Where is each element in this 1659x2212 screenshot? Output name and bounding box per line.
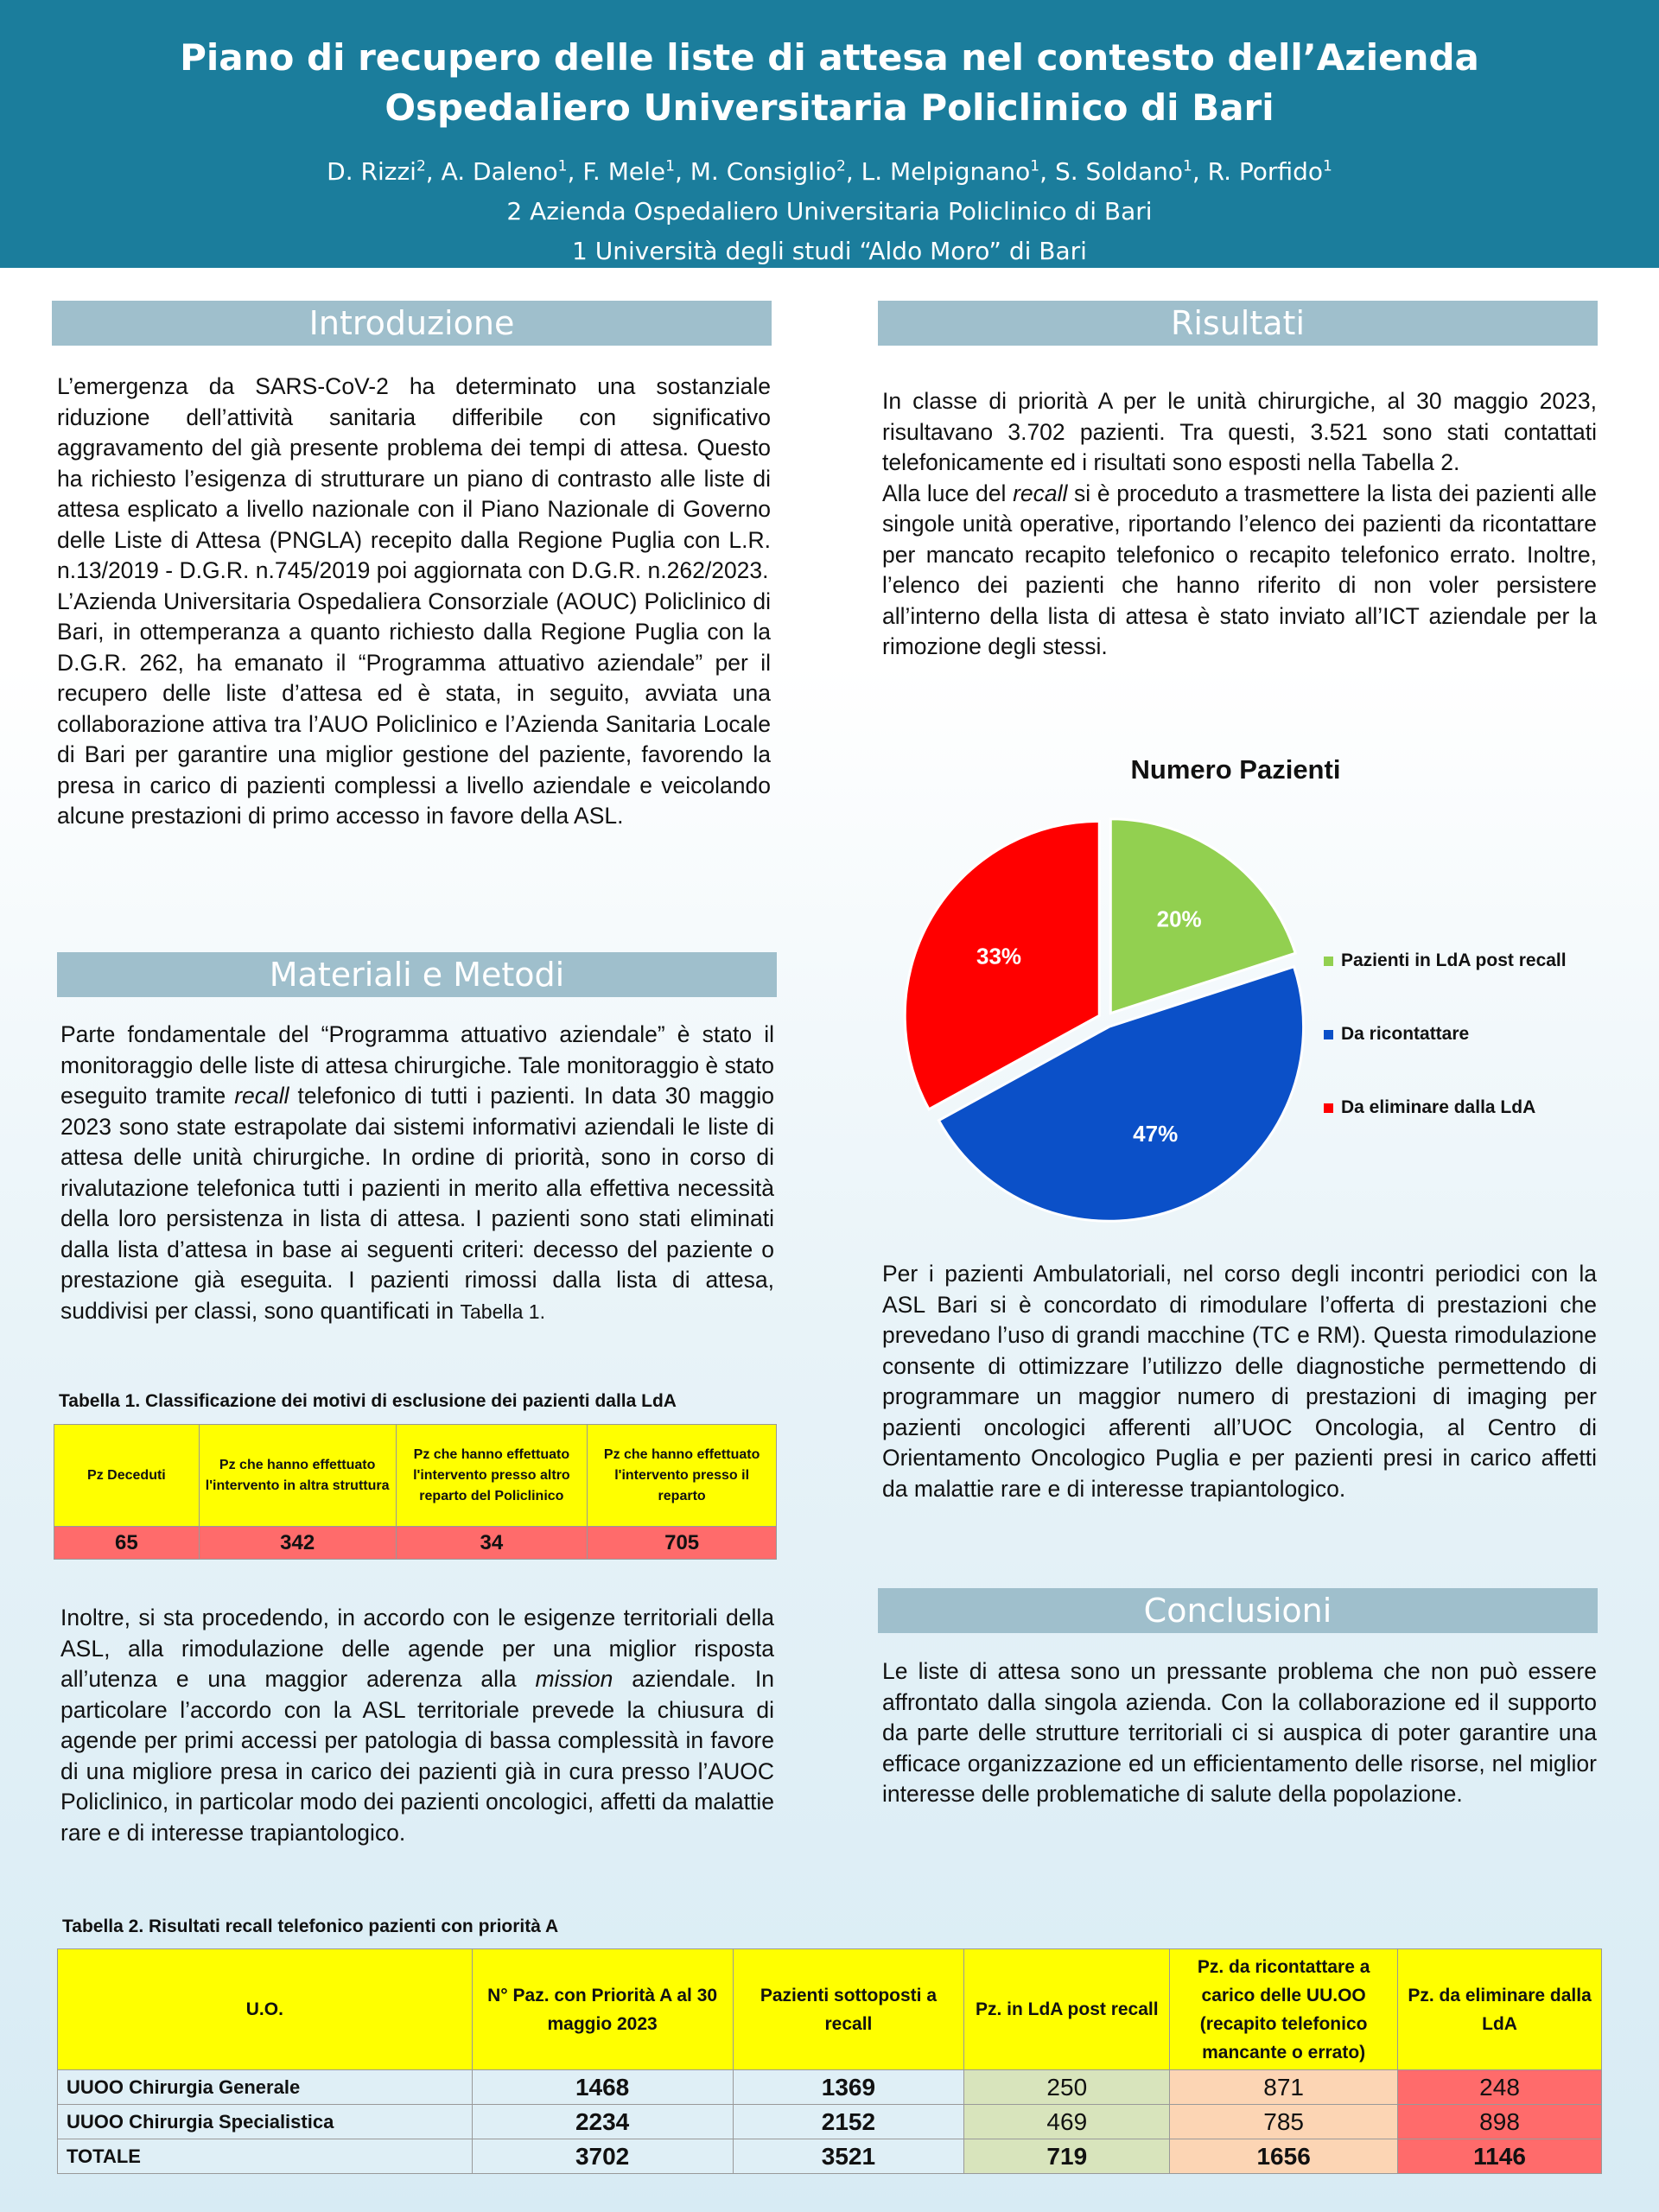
table-cell: 785 bbox=[1170, 2105, 1398, 2139]
tabella2-header-cell: Pz. da ricontattare a carico delle UU.OO (recapito telefonico mancante o errato) bbox=[1170, 1949, 1398, 2070]
table-cell: 1146 bbox=[1398, 2139, 1602, 2174]
tabella1-value-row bbox=[54, 1527, 777, 1560]
table-cell: 469 bbox=[964, 2105, 1170, 2139]
pie-chart bbox=[890, 743, 1633, 1227]
author-affiliation-index: 1 bbox=[1030, 158, 1040, 175]
conclusioni-text bbox=[882, 1656, 1597, 1810]
materiali-p1-table-ref: Tabella 1. bbox=[460, 1300, 545, 1323]
poster-title bbox=[0, 0, 1659, 133]
author-affiliation-index: 1 bbox=[557, 158, 568, 175]
author-name: L. Melpignano$^1$ bbox=[861, 157, 1040, 187]
author-affiliation-index: 1 bbox=[1322, 158, 1332, 175]
tabella1-value-cell: 65 bbox=[54, 1527, 200, 1560]
tabella1-value-cell: 705 bbox=[588, 1527, 777, 1560]
title-line-2: Ospedaliero Universitaria Policlinico di Bari bbox=[385, 86, 1274, 129]
materiali-p2-b: aziendale. In particolare l’accordo con la ASL territoriale prevede la chiusura di agende per primi accessi per patologia di bassa complessità in favore di una migliore presa in carico dei pazienti già in cura presso l’AUOC Policlinico, in particolar modo dei pazienti oncologici, affetti da malattie rare e di interesse trapiantologico. bbox=[60, 1666, 774, 1846]
legend-label: Da ricontattare bbox=[1341, 1024, 1470, 1044]
author-name: A. Daleno$^1$ bbox=[441, 157, 568, 187]
section-title-materiali: Materiali e Metodi bbox=[57, 952, 777, 997]
tabella1-header-cell: Pz Deceduti bbox=[54, 1425, 200, 1527]
risultati-paragraph-1: In classe di priorità A per le unità chirurgiche, al 30 maggio 2023, risultavano 3.702 pazienti. Tra questi, 3.521 sono stati contattati telefonicamente ed i risultati sono esposti nella Tabella 2. bbox=[882, 388, 1597, 475]
conclusioni-paragraph-1: Le liste di attesa sono un pressante problema che non può essere affrontato dalla singola azienda. Con la collaborazione ed il supporto da parte delle strutture territoriali ci si auspica di poter garantire una efficace organizzazione ed un efficientamento delle risorse, nel miglior interesse delle problematiche di salute della popolazione. bbox=[882, 1658, 1597, 1807]
risultati-p2-em: recall bbox=[1013, 480, 1068, 506]
table-cell: 2234 bbox=[472, 2105, 733, 2139]
pie-data-label: 47% bbox=[1133, 1121, 1179, 1147]
tabella2-header-cell: Pz. da eliminare dalla LdA bbox=[1398, 1949, 1602, 2070]
author-name: R. Porfido$^1$ bbox=[1207, 157, 1332, 187]
tabella1-value-cell: 34 bbox=[396, 1527, 588, 1560]
introduzione-text bbox=[57, 372, 771, 832]
table-cell: 1656 bbox=[1170, 2139, 1398, 2174]
table-cell: 1369 bbox=[733, 2070, 964, 2105]
tabella1 bbox=[54, 1424, 777, 1560]
author-affiliation-index: 2 bbox=[416, 158, 426, 175]
author-affiliation-index: 2 bbox=[836, 158, 846, 175]
tabella2-caption: Tabella 2. Risultati recall telefonico pazienti con priorità A bbox=[62, 1916, 559, 1936]
table-cell: 3521 bbox=[733, 2139, 964, 2174]
tabella1-header-cell: Pz che hanno effettuato l'intervento in altra struttura bbox=[199, 1425, 396, 1527]
risultati-paragraph-3: Per i pazienti Ambulatoriali, nel corso degli incontri periodici con la ASL Bari si è concordato di rimodulare l’offerta di prestazioni che prevedano l’uso di grandi macchine (TC e RM). Questa rimodulazione consente di ottimizzare l’utilizzo delle diagnostiche permettendo di programmare un maggior numero di prestazioni di imaging per pazienti oncologici afferenti all’UOC Oncologia, al Centro di Orientamento Oncologico Puglia e per pazienti presi in carico affetti da malattie rare e di interesse trapiantologico. bbox=[882, 1261, 1597, 1502]
introduzione-paragraph-2: L’Azienda Universitaria Ospedaliera Consorziale (AOUC) Policlinico di Bari, in ottemperanza a quanto richiesto dalla Regione Puglia con la D.G.R. 262, ha emanato il “Programma attuativo aziendale” per il recupero delle liste d’attesa ed è stata, in seguito, avviata una collaborazione attiva tra l’AUO Policlinico e l’Azienda Sanitaria Locale di Bari per garantire una miglior gestione del paziente, favorendo la presa in carico di pazienti complessi a livello aziendale e veicolando alcune prestazioni di primo accesso in favore della ASL. bbox=[57, 588, 771, 829]
legend-swatch bbox=[1324, 1103, 1333, 1113]
table-cell: 3702 bbox=[472, 2139, 733, 2174]
materiali-p1-b: telefonico di tutti i pazienti. In data 30 maggio 2023 sono state estrapolate dai sistemi informativi aziendali le liste di attesa delle unità chirurgiche. In ordine di priorità, sono in corso di rivalutazione telefonica tutti i pazienti in merito alla effettiva necessità della loro persistenza in lista di attesa. I pazienti sono stati eliminati dalla lista d’attesa in base ai seguenti criteri: decesso del paziente o prestazione già eseguita. I pazienti rimossi dalla lista di attesa, suddivisi per classi, sono quantificati in bbox=[60, 1083, 774, 1324]
tabella1-header-row bbox=[54, 1425, 777, 1527]
tabella2 bbox=[57, 1948, 1602, 2174]
author-name: F. Mele$^1$ bbox=[582, 157, 675, 187]
materiali-p1-a: Parte fondamentale del “Programma attuativo aziendale” è stato il monitoraggio delle liste di attesa chirurgiche. Tale monitoraggio è stato eseguito tramite bbox=[60, 1021, 774, 1109]
materiali-paragraph-1 bbox=[60, 1020, 774, 1327]
risultati-text bbox=[882, 386, 1597, 663]
author-name: D. Rizzi$^2$ bbox=[327, 157, 426, 187]
pie-data-label: 33% bbox=[976, 943, 1022, 969]
title-line-1: Piano di recupero delle liste di attesa nel contesto dell’Azienda bbox=[180, 36, 1479, 79]
tabella2-header-cell: U.O. bbox=[58, 1949, 473, 2070]
affiliation-2: 2 Azienda Ospedaliero Universitaria Policlinico di Bari bbox=[506, 197, 1153, 226]
introduzione-paragraph-1: L’emergenza da SARS-CoV-2 ha determinato una sostanziale riduzione dell’attività sanitaria differibile con significativo aggravamento del già presente problema dei tempi di attesa. Questo ha richiesto l’esigenza di strutturare un piano di contrasto alle liste di attesa esplicato a livello nazionale con il Piano Nazionale di Governo delle Liste di Attesa (PNGLA) recepito dalla Regione Puglia con L.R. n.13/2019 - D.G.R. n.745/2019 poi aggiornata con D.G.R. n.262/2023. bbox=[57, 373, 771, 583]
legend-swatch bbox=[1324, 1030, 1333, 1039]
table-row bbox=[58, 2105, 1602, 2139]
materiali-p2-em: mission bbox=[535, 1666, 613, 1692]
tabella1-value-cell: 342 bbox=[199, 1527, 396, 1560]
author-affiliation-index: 1 bbox=[1183, 158, 1192, 175]
table-cell-uo: UUOO Chirurgia Specialistica bbox=[58, 2105, 473, 2139]
table-cell: 719 bbox=[964, 2139, 1170, 2174]
table-cell: 871 bbox=[1170, 2070, 1398, 2105]
table-cell-uo: TOTALE bbox=[58, 2139, 473, 2174]
legend-label: Da eliminare dalla LdA bbox=[1341, 1097, 1536, 1117]
table-row bbox=[58, 2070, 1602, 2105]
legend-swatch bbox=[1324, 957, 1333, 966]
table-cell: 898 bbox=[1398, 2105, 1602, 2139]
poster-header bbox=[0, 0, 1659, 268]
tabella2-header-cell: N° Paz. con Priorità A al 30 maggio 2023 bbox=[472, 1949, 733, 2070]
table-cell-uo: UUOO Chirurgia Generale bbox=[58, 2070, 473, 2105]
affiliation-1: 1 Università degli studi “Aldo Moro” di Bari bbox=[572, 237, 1087, 266]
table-cell: 248 bbox=[1398, 2070, 1602, 2105]
tabella1-header-cell: Pz che hanno effettuato l'intervento presso altro reparto del Policlinico bbox=[396, 1425, 588, 1527]
tabella2-header-cell: Pazienti sottoposti a recall bbox=[733, 1949, 964, 2070]
materiali-p2-a: Inoltre, si sta procedendo, in accordo con le esigenze territoriali della ASL, alla rimodulazione delle agende per una miglior risposta all’utenza e una maggior aderenza alla bbox=[60, 1605, 774, 1692]
materiali-p1-em: recall bbox=[234, 1083, 289, 1109]
author-list: D. Rizzi$^2$, A. Daleno$^1$, F. Mele$^1$, M. Consiglio$^2$, L. Melpignano$^1$, S. Soldano$^1$, R. Porfido$^1$ bbox=[327, 157, 1332, 187]
pie-data-label: 20% bbox=[1156, 906, 1202, 932]
section-title-conclusioni: Conclusioni bbox=[878, 1588, 1598, 1633]
table-cell: 2152 bbox=[733, 2105, 964, 2139]
legend-label: Pazienti in LdA post recall bbox=[1341, 950, 1567, 970]
chart-title: Numero Pazienti bbox=[1130, 754, 1341, 785]
tabella2-header-row bbox=[58, 1949, 1602, 2070]
author-name: S. Soldano$^1$ bbox=[1054, 157, 1192, 187]
risultati-paragraph-2 bbox=[882, 479, 1597, 663]
author-name: M. Consiglio$^2$ bbox=[690, 157, 846, 187]
tabella1-header-cell: Pz che hanno effettuato l'intervento presso il reparto bbox=[588, 1425, 777, 1527]
table-row-total bbox=[58, 2139, 1602, 2174]
author-affiliation-index: 1 bbox=[665, 158, 675, 175]
section-title-introduzione: Introduzione bbox=[52, 301, 772, 346]
risultati-p2-b: si è proceduto a trasmettere la lista dei pazienti alle singole unità operative, riportando l’elenco dei pazienti da ricontattare per mancato recapito telefonico o recapito telefonico errato. Inoltre, l’elenco dei pazienti che hanno riferito di non voler persistere all’interno della lista di attesa è stato inviato all’ICT aziendale per la rimozione degli stessi. bbox=[882, 480, 1597, 659]
tabella1-caption: Tabella 1. Classificazione dei motivi di esclusione dei pazienti dalla LdA bbox=[59, 1391, 677, 1411]
table-cell: 1468 bbox=[472, 2070, 733, 2105]
materiali-paragraph-2 bbox=[60, 1603, 774, 1848]
materiali-text bbox=[60, 1020, 774, 1327]
risultati-text-2 bbox=[882, 1259, 1597, 1504]
materiali-text-2 bbox=[60, 1603, 774, 1848]
tabella2-header-cell: Pz. in LdA post recall bbox=[964, 1949, 1170, 2070]
risultati-p2-a: Alla luce del bbox=[882, 480, 1014, 506]
section-title-risultati: Risultati bbox=[878, 301, 1598, 346]
table-cell: 250 bbox=[964, 2070, 1170, 2105]
